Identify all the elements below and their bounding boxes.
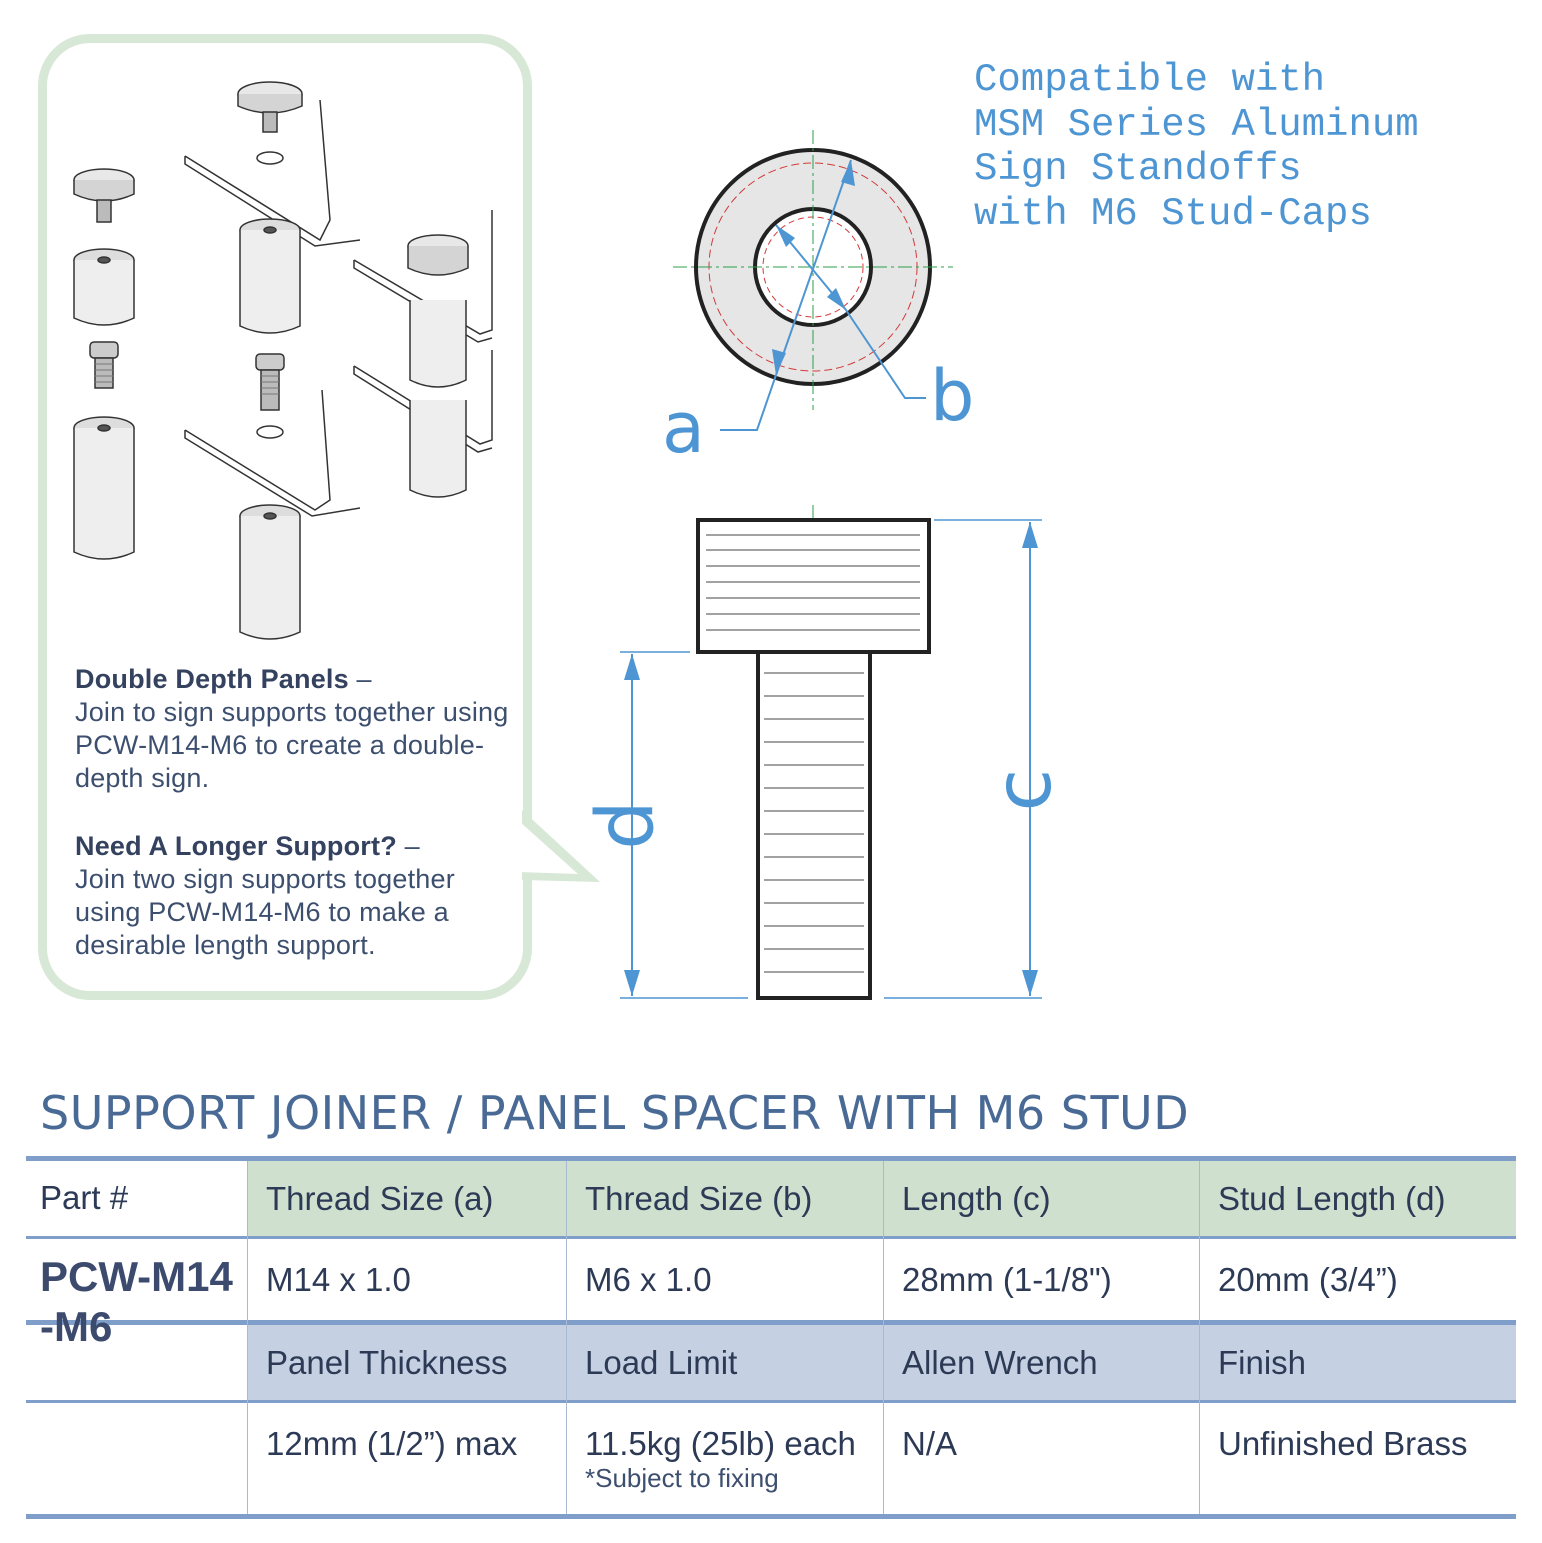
end-view: [662, 130, 974, 469]
part-number: [40, 1252, 240, 1352]
compat-line-3: Sign Standoffs: [974, 147, 1302, 191]
value-length-c: 28mm (1-1/8"): [902, 1260, 1112, 1298]
value-panel-thickness: 12mm (1/2”) max: [266, 1425, 518, 1462]
header-thread-size-b: Thread Size (b): [567, 1161, 883, 1236]
double-depth-title: Double Depth Panels: [75, 664, 349, 694]
column-divider-2: [566, 1161, 567, 1514]
header-allen-wrench: Allen Wrench: [884, 1325, 1199, 1400]
part-label: Part #: [40, 1179, 129, 1216]
compat-line-4: with M6 Stud-Caps: [974, 191, 1372, 236]
side-view: [581, 505, 1069, 1000]
header-length-c: Length (c): [884, 1161, 1199, 1236]
value-thread-size-b: M6 x 1.0: [585, 1260, 712, 1298]
load-limit-note: *Subject to fixing: [585, 1463, 779, 1493]
header-thread-size-a: Thread Size (a): [248, 1161, 566, 1236]
value-thread-size-a: M14 x 1.0: [266, 1260, 411, 1298]
longer-support-text: Join two sign supports together using PCW-M14-M6 to make a desirable length support.: [75, 864, 455, 960]
dim-label-c: c: [979, 768, 1069, 812]
longer-support-title: Need A Longer Support?: [75, 831, 397, 861]
dim-label-a: a: [662, 387, 705, 469]
table-bottom-rule: [26, 1514, 1516, 1519]
part-number-line-1: PCW-M14: [40, 1253, 233, 1300]
dim-label-b: b: [930, 355, 975, 437]
column-divider-4: [1199, 1161, 1200, 1514]
value-allen-wrench: N/A: [902, 1425, 958, 1462]
dim-label-d: d: [581, 800, 671, 850]
part-number-line-2: -M6: [40, 1303, 113, 1350]
compat-line-1: Compatible with: [974, 58, 1326, 102]
double-depth-dash: –: [348, 664, 372, 694]
header-finish: Finish: [1200, 1325, 1516, 1400]
column-divider-1: [247, 1161, 248, 1514]
value-finish: Unfinished Brass: [1218, 1425, 1468, 1462]
product-title: SUPPORT JOINER / PANEL SPACER WITH M6 STUD: [40, 1086, 1190, 1140]
header-load-limit: Load Limit: [567, 1325, 883, 1400]
column-divider-3: [883, 1161, 884, 1514]
value-load-limit: 11.5kg (25lb) each: [585, 1425, 856, 1462]
value-stud-length-d: 20mm (3/4”): [1218, 1260, 1398, 1298]
header-stud-length-d: Stud Length (d): [1200, 1161, 1516, 1236]
double-depth-text: Join to sign supports together using PCW-M14-M6 to create a double-depth sign.: [75, 697, 509, 793]
header-panel-thickness: Panel Thickness: [248, 1325, 566, 1400]
load-limit-cell: [567, 1403, 883, 1514]
compat-line-2: MSM Series Aluminum: [974, 102, 1419, 147]
longer-support-dash: –: [396, 831, 420, 861]
